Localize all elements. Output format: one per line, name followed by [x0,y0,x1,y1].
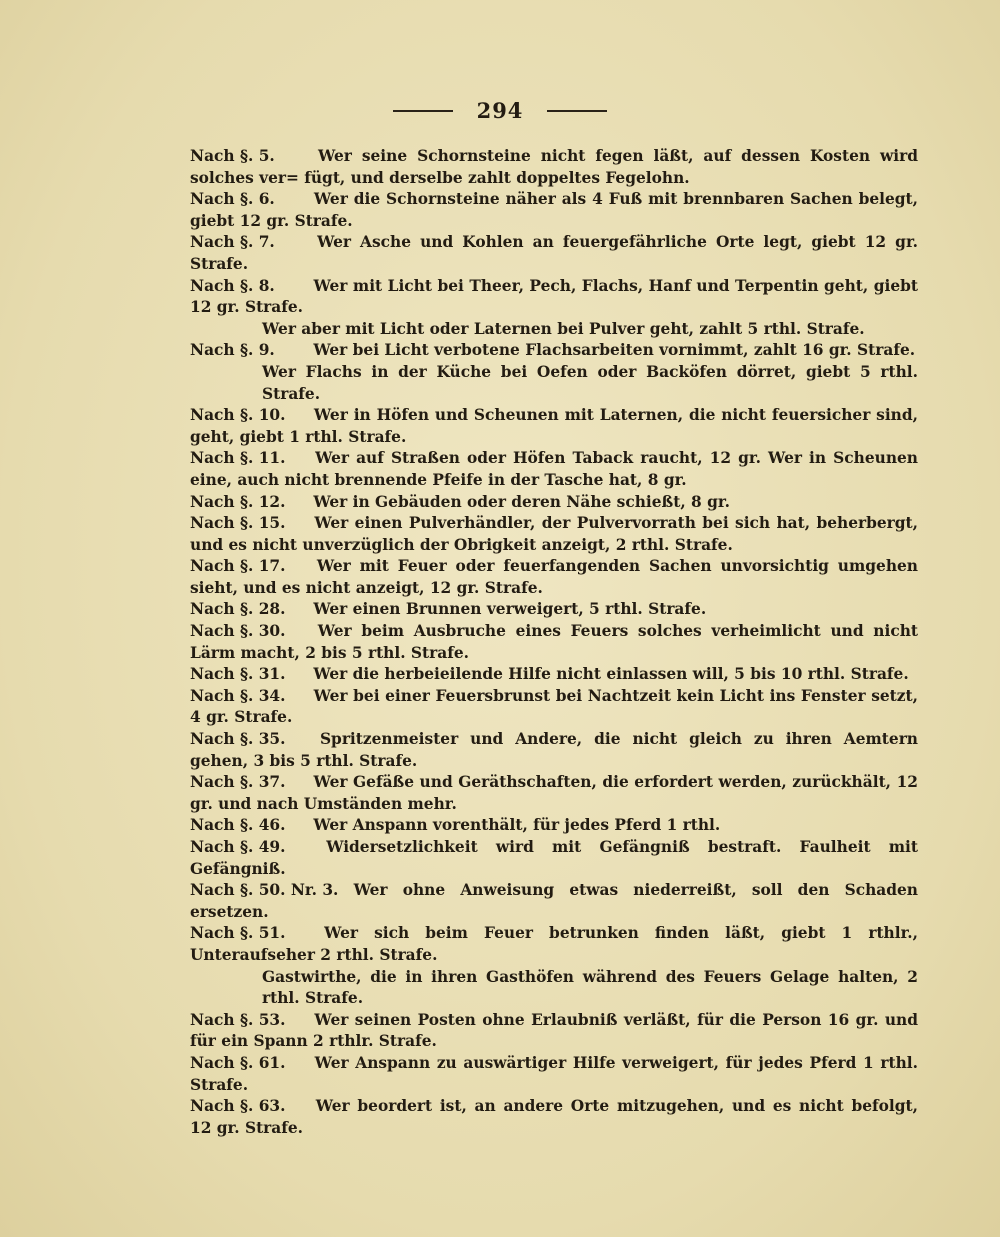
penalty-entry [190,621,918,664]
section-reference: Nach §. 46. [190,816,286,835]
penalty-entry [190,556,918,599]
penalty-entry [190,599,918,621]
entry-text: Wer ohne Anweisung etwas niederreißt, soll den Schaden ersetzen. [190,881,918,921]
penalty-entry [190,492,918,514]
entry-note: Wer Flachs in der Küche bei Oefen oder Backöfen dörret, giebt 5 rthl. Strafe. [262,362,918,403]
entry-text: Wer sich beim Feuer betrunken finden läßt, giebt 1 rthlr., Unteraufseher 2 rthl. Strafe. [190,924,918,964]
entry-text: Wer beim Ausbruche eines Feuers solches verheimlicht und nicht Lärm macht, 2 bis 5 rthl. Strafe. [190,622,918,662]
penalty-entry [190,405,918,448]
entry-text: Wer Asche und Kohlen an feuergefährliche Orte legt, giebt 12 gr. Strafe. [190,233,918,273]
section-reference: Nach §. 30. [190,622,286,641]
penalty-entry [190,686,918,729]
entry-text: Spritzenmeister und Andere, die nicht gleich zu ihren Aemtern gehen, 3 bis 5 rthl. Strafe. [190,730,918,770]
section-reference: Nach §. 17. [190,557,286,576]
section-reference: Nach §. 9. [190,341,275,360]
section-reference: Nach §. 15. [190,514,286,533]
entry-text: Wer einen Brunnen verweigert, 5 rthl. Strafe. [308,600,707,619]
penalty-entry [190,1096,918,1139]
section-reference: Nach §. 11. [190,449,286,468]
penalty-entry [190,513,918,556]
section-reference: Nach §. 37. [190,773,286,792]
section-reference: Nach §. 31. [190,665,286,684]
penalty-entry [190,837,918,880]
section-reference: Nach §. 6. [190,190,275,209]
entry-text: Wer Anspann vorenthält, für jedes Pferd 1 rthl. [308,816,721,835]
entry-note: Wer aber mit Licht oder Laternen bei Pulver geht, zahlt 5 rthl. Strafe. [262,319,865,338]
entry-text: Wer in Höfen und Scheunen mit Laternen, die nicht feuersicher sind, geht, giebt 1 rthl. Strafe. [190,406,918,446]
section-reference: Nach §. 8. [190,276,275,295]
entry-text: Wer mit Licht bei Theer, Pech, Flachs, Hanf und Terpentin geht, giebt 12 gr. Strafe. [190,276,918,317]
section-reference: Nach §. 28. [190,600,286,619]
section-reference: Nach §. 12. [190,492,286,511]
entry-text: Wer bei Licht verbotene Flachsarbeiten vornimmt, zahlt 16 gr. Strafe. [308,341,916,360]
penalty-entry [190,1010,918,1053]
section-reference: Nach §. 63. [190,1097,286,1116]
penalty-entry [190,276,918,319]
penalty-entry [190,146,918,189]
section-reference: Nach §. 35. [190,730,286,749]
penalty-entry [190,340,918,362]
penalty-entry [190,448,918,491]
entry-text: Wer Gefäße und Geräthschaften, die erfordert werden, zurückhält, 12 gr. und nach Umständen mehr. [190,773,918,813]
page-body [190,146,918,1139]
entry-text: Wer seinen Posten ohne Erlaubniß verläßt, für die Person 16 gr. und für ein Spann 2 rthlr. Strafe. [190,1010,918,1051]
section-reference: Nach §. 7. [190,233,275,252]
section-reference: Nach §. 5. [190,147,275,165]
section-reference: Nach §. 34. [190,686,286,705]
penalty-entry [190,880,918,923]
entry-note: Gastwirthe, die in ihren Gasthöfen während des Feuers Gelage halten, 2 rthl. Strafe. [262,967,918,1008]
penalty-entry [190,772,918,815]
penalty-entry [190,232,918,275]
entry-text: Wer seine Schornsteine nicht fegen läßt, auf dessen Kosten wird solches ver= fügt, und derselbe zahlt doppeltes Fegelohn. [190,147,918,187]
penalty-entry [190,664,918,686]
penalty-entry [190,729,918,772]
entry-text: Wer mit Feuer oder feuerfangenden Sachen unvorsichtig umgehen sieht, und es nicht anzeigt, 12 gr. Strafe. [190,557,918,597]
header-rule-left [393,110,453,112]
section-reference: Nach §. 49. [190,838,286,856]
section-reference: Nach §. 10. [190,406,286,425]
entry-text: Wer Anspann zu auswärtiger Hilfe verweigert, für jedes Pferd 1 rthl. Strafe. [190,1053,918,1094]
entry-text: Wer bei einer Feuersbrunst bei Nachtzeit kein Licht ins Fenster setzt, 4 gr. Strafe. [190,686,918,727]
section-reference: Nach §. 61. [190,1053,286,1072]
penalty-entry [190,189,918,232]
penalty-entry [190,923,918,966]
entry-text: Wer beordert ist, an andere Orte mitzugehen, und es nicht befolgt, 12 gr. Strafe. [190,1097,918,1137]
entry-text: Wer in Gebäuden oder deren Nähe schießt, 8 gr. [308,492,730,511]
page-number: 294 [476,98,524,123]
penalty-entry [190,815,918,837]
section-reference: Nach §. 51. [190,924,286,943]
section-reference: Nach §. 50. Nr. 3. [190,881,339,900]
section-reference: Nach §. 53. [190,1010,286,1029]
entry-text: Wer auf Straßen oder Höfen Taback raucht, 12 gr. Wer in Scheunen eine, auch nicht brennende Pfeife in der Tasche hat, 8 gr. [190,449,918,489]
penalty-entry [190,1053,918,1096]
header-rule-right [547,110,607,112]
page-header [0,98,1000,123]
entry-text: Wer die Schornsteine näher als 4 Fuß mit brennbaren Sachen belegt, giebt 12 gr. Strafe. [190,190,918,230]
entry-text: Wer einen Pulverhändler, der Pulvervorrath bei sich hat, beherbergt, und es nicht unverzüglich der Obrigkeit anzeigt, 2 rthl. Strafe. [190,514,918,554]
entry-text: Widersetzlichkeit wird mit Gefängniß bestraft. Faulheit mit Gefängniß. [190,838,918,878]
entry-text: Wer die herbeieilende Hilfe nicht einlassen will, 5 bis 10 rthl. Strafe. [308,665,909,684]
